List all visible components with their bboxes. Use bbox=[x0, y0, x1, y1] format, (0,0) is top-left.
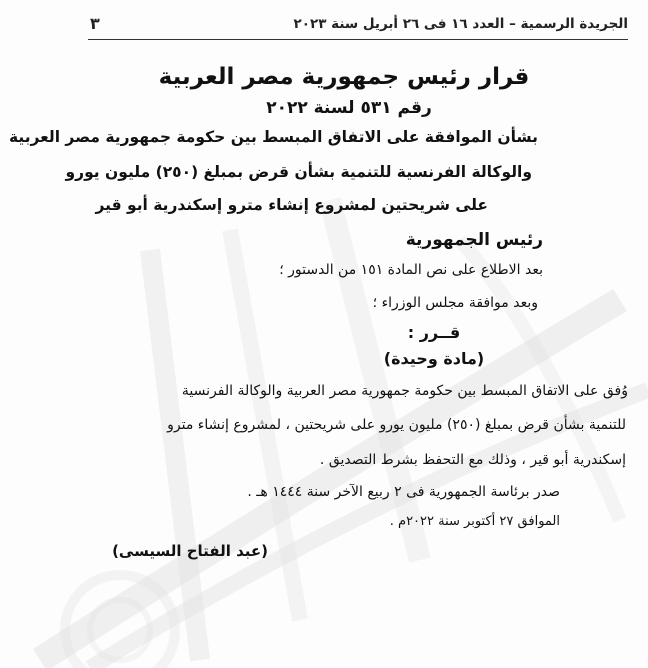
decree-number: رقم ٥٣١ لسنة ٢٠٢٢ bbox=[266, 98, 432, 118]
decree-subject-line: والوكالة الفرنسية للتنمية بشأن قرض بمبلغ (٢٥٠) مليون يورو bbox=[65, 163, 532, 181]
corresponding-date: الموافق ٢٧ أكتوبر سنة ٢٠٢٢م . bbox=[389, 514, 560, 529]
preamble-line: وبعد موافقة مجلس الوزراء ؛ bbox=[372, 295, 538, 311]
page-number: ٣ bbox=[90, 14, 100, 33]
sole-article-heading: (مادة وحيدة) bbox=[383, 349, 485, 368]
decided-heading: قــرر : bbox=[407, 323, 461, 342]
decree-subject-line: بشأن الموافقة على الاتفاق المبسط بين حكومة جمهورية مصر العربية bbox=[8, 128, 538, 146]
decree-subject-line: على شريحتين لمشروع إنشاء مترو إسكندرية أبو قير bbox=[95, 196, 488, 214]
president-heading: رئيس الجمهورية bbox=[405, 230, 543, 250]
issued-date: صدر برئاسة الجمهورية فى ٢ ربيع الآخر سنة ١٤٤٤ هـ . bbox=[247, 484, 560, 500]
decree-title: قرار رئيس جمهورية مصر العربية bbox=[158, 64, 530, 90]
article-line: إسكندرية أبو قير ، وذلك مع التحفظ بشرط التصديق . bbox=[319, 452, 626, 468]
signature: (عبد الفتاح السيسى) bbox=[112, 542, 268, 560]
running-title: الجريدة الرسمية – العدد ١٦ فى ٢٦ أبريل سنة ٢٠٢٣ bbox=[293, 16, 628, 32]
article-line: للتنمية بشأن قرض بمبلغ (٢٥٠) مليون يورو على شريحتين ، لمشروع إنشاء مترو bbox=[167, 417, 626, 433]
article-line: وُفق على الاتفاق المبسط بين حكومة جمهورية مصر العربية والوكالة الفرنسية bbox=[181, 383, 628, 399]
preamble-line: بعد الاطلاع على نص المادة ١٥١ من الدستور ؛ bbox=[279, 262, 543, 278]
